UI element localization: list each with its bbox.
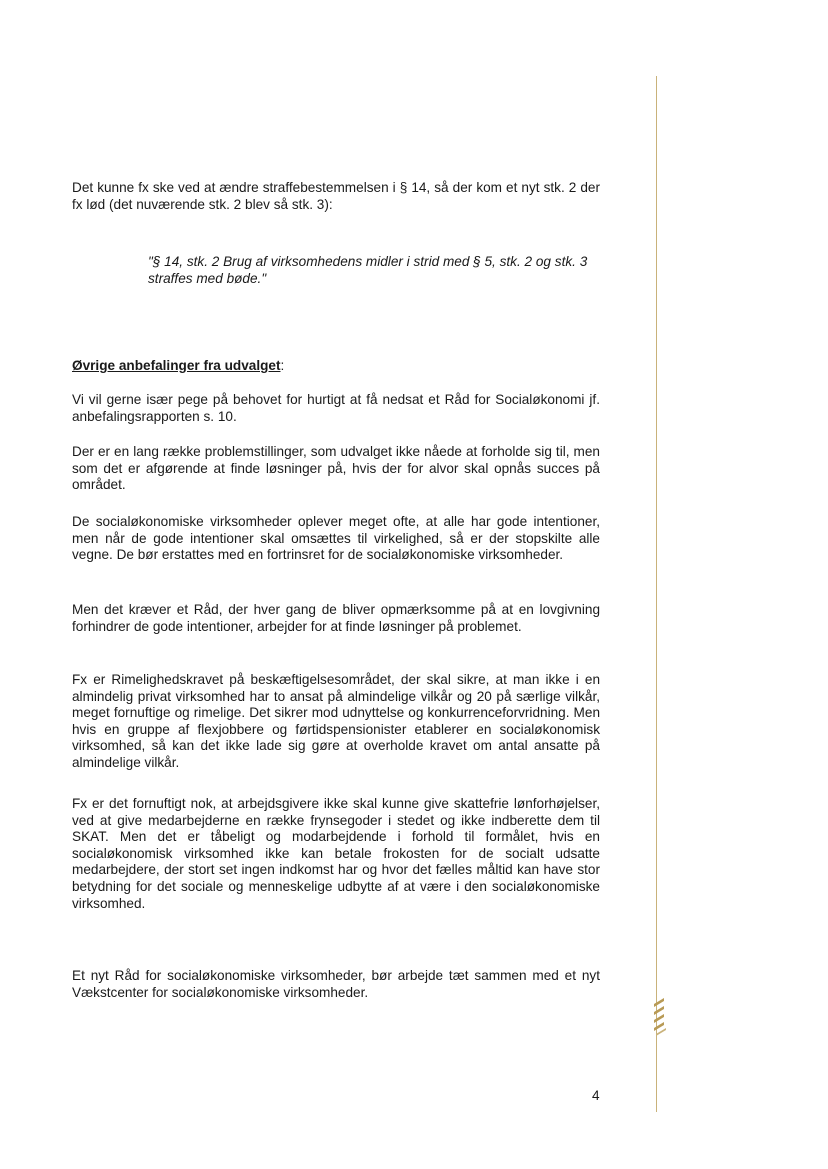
gold-margin-rule [656,76,657,1112]
paragraph-1: Vi vil gerne især pege på behovet for hurtigt at få nedsat et Råd for Socialøkonomi jf. anbefalingsrapporten s. 10. [72,392,600,424]
intro-paragraph: Det kunne fx ske ved at ændre straffebestemmelsen i § 14, så der kom et nyt stk. 2 der fx lød (det nuværende stk. 2 blev så stk. 3): [72,180,600,212]
section-heading-colon: : [280,358,285,373]
paragraph-3: De socialøkonomiske virksomheder oplever meget ofte, at alle har gode intentioner, men når de gode intentioner skal omsættes til virkelighed, så er der stopskilte alle vegne. De bør erstattes med en fortrinsret for de socialøkonomiske virksomheder. [72,514,600,563]
law-quote: "§ 14, stk. 2 Brug af virksomhedens midler i strid med § 5, stk. 2 og stk. 3 straffes med bøde." [148,254,588,286]
paragraph-6: Fx er det fornuftigt nok, at arbejdsgivere ikke skal kunne give skattefrie lønforhøjelser, ved at give medarbejderne en række frynsegoder i stedet og ikke indberette dem til SKAT. Men det er tåbeligt og modarbejdende i forhold til formålet, hvis en socialøkonomisk virksomhed ikke kan betale frokosten for de socialt udsatte medarbejdere, der stort set ingen indkomst har og hvor det fælles måltid kan have stor betydning for det sociale og menneskelige udbytte af at være i den socialøkonomiske virksomhed. [72,796,600,911]
gold-stripes-icon [652,996,670,1044]
paragraph-2: Der er en lang række problemstillinger, som udvalget ikke nåede at forholde sig til, men som det er afgørende at finde løsninger på, hvis der for alvor skal opnås succes på området. [72,444,600,493]
section-heading-text: Øvrige anbefalinger fra udvalget [72,358,281,373]
section-heading [72,358,284,375]
paragraph-4: Men det kræver et Råd, der hver gang de bliver opmærksomme på at en lovgivning forhindrer de gode intentioner, arbejder for at finde løsninger på problemet. [72,602,600,634]
paragraph-5: Fx er Rimelighedskravet på beskæftigelsesområdet, der skal sikre, at man ikke i en almindelig privat virksomhed har to ansat på almindelige vilkår og 20 på særlige vilkår, meget fornuftige og rimelige. Det sikrer mod udnyttelse og konkurrenceforvridning. Men hvis en gruppe af flexjobbere og førtidspensionister etablerer en socialøkonomisk virksomhed, så kan det ikke lade sig gøre at overholde kravet om antal ansatte på almindelige vilkår. [72,672,600,770]
paragraph-7: Et nyt Råd for socialøkonomiske virksomheder, bør arbejde tæt sammen med et nyt Vækstcenter for socialøkonomiske virksomheder. [72,968,600,1000]
page-number: 4 [592,1088,600,1103]
